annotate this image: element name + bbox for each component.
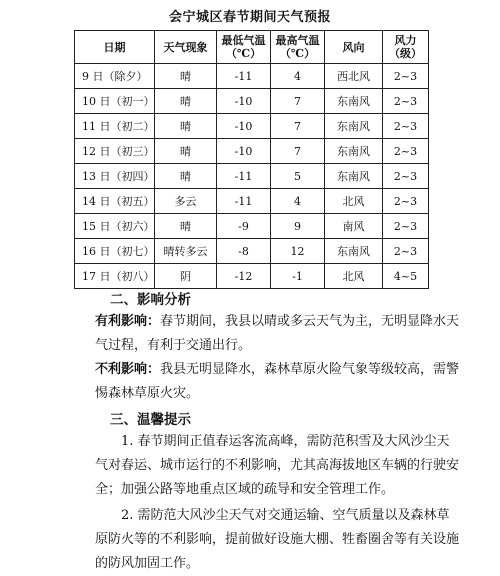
cell-high-temp: 9 bbox=[271, 214, 325, 239]
cell-low-temp: -12 bbox=[217, 264, 271, 289]
cell-weather: 晴 bbox=[155, 164, 217, 189]
table-row bbox=[75, 189, 429, 214]
cell-high-temp: 4 bbox=[271, 64, 325, 89]
positive-impact-paragraph bbox=[95, 310, 460, 358]
cell-date: 11 日（初二） bbox=[75, 114, 155, 139]
cell-wind-force: 2~3 bbox=[383, 214, 429, 239]
table-row bbox=[75, 214, 429, 239]
cell-weather: 晴 bbox=[155, 89, 217, 114]
cell-wind-force: 2~3 bbox=[383, 164, 429, 189]
positive-impact-lead: 有利影响： bbox=[95, 314, 161, 329]
cell-high-temp: 5 bbox=[271, 164, 325, 189]
cell-wind-direction: 南风 bbox=[325, 214, 383, 239]
header-date: 日期 bbox=[75, 31, 155, 64]
table-row bbox=[75, 264, 429, 289]
cell-wind-direction: 东南风 bbox=[325, 114, 383, 139]
positive-impact-text: 春节期间，我县以晴或多云天气为主，无明显降水天气过程，有利于交通出行。 bbox=[95, 314, 460, 353]
cell-wind-force: 2~3 bbox=[383, 64, 429, 89]
cell-date: 16 日（初七） bbox=[75, 239, 155, 264]
cell-date: 17 日（初八） bbox=[75, 264, 155, 289]
cell-wind-direction: 东南风 bbox=[325, 164, 383, 189]
tip-1-paragraph: 1. 春节期间正值春运客流高峰，需防范积雪及大风沙尘天气对春运、城市运行的不利影响，尤其高海拔地区车辆的行驶安全；加强公路等地重点区域的疏导和安全管理工作。 bbox=[95, 434, 460, 497]
table-row bbox=[75, 114, 429, 139]
cell-wind-direction: 北风 bbox=[325, 264, 383, 289]
cell-wind-force: 2~3 bbox=[383, 189, 429, 214]
cell-wind-force: 2~3 bbox=[383, 114, 429, 139]
header-weather: 天气现象 bbox=[155, 31, 217, 64]
cell-high-temp: 7 bbox=[271, 139, 325, 164]
forecast-table bbox=[74, 30, 429, 289]
cell-low-temp: -11 bbox=[217, 189, 271, 214]
cell-date: 12 日（初三） bbox=[75, 139, 155, 164]
cell-high-temp: 7 bbox=[271, 89, 325, 114]
negative-impact-paragraph bbox=[95, 358, 460, 406]
cell-wind-direction: 东南风 bbox=[325, 89, 383, 114]
table-row bbox=[75, 89, 429, 114]
cell-weather: 多云 bbox=[155, 189, 217, 214]
cell-high-temp: 7 bbox=[271, 114, 325, 139]
negative-impact-text: 我县无明显降水，森林草原火险气象等级较高，需警惕森林草原火灾。 bbox=[95, 362, 460, 401]
cell-weather: 晴转多云 bbox=[155, 239, 217, 264]
cell-low-temp: -10 bbox=[217, 89, 271, 114]
cell-date: 14 日（初五） bbox=[75, 189, 155, 214]
cell-wind-force: 4~5 bbox=[383, 264, 429, 289]
table-row bbox=[75, 64, 429, 89]
cell-wind-force: 2~3 bbox=[383, 239, 429, 264]
cell-wind-force: 2~3 bbox=[383, 139, 429, 164]
cell-wind-direction: 东南风 bbox=[325, 139, 383, 164]
cell-low-temp: -10 bbox=[217, 114, 271, 139]
header-high-temp: 最高气温（℃） bbox=[271, 31, 325, 64]
table-row bbox=[75, 139, 429, 164]
cell-low-temp: -8 bbox=[217, 239, 271, 264]
cell-weather: 阴 bbox=[155, 264, 217, 289]
cell-weather: 晴 bbox=[155, 214, 217, 239]
cell-low-temp: -11 bbox=[217, 64, 271, 89]
section-heading-impact: 二、影响分析 bbox=[110, 292, 191, 308]
header-wind-direction: 风向 bbox=[325, 31, 383, 64]
cell-low-temp: -9 bbox=[217, 214, 271, 239]
table-row bbox=[75, 239, 429, 264]
cell-weather: 晴 bbox=[155, 114, 217, 139]
document-title: 会宁城区春节期间天气预报 bbox=[168, 10, 331, 25]
cell-date: 10 日（初一） bbox=[75, 89, 155, 114]
cell-date: 9 日（除夕） bbox=[75, 64, 155, 89]
cell-high-temp: 4 bbox=[271, 189, 325, 214]
cell-high-temp: -1 bbox=[271, 264, 325, 289]
cell-date: 13 日（初四） bbox=[75, 164, 155, 189]
cell-wind-direction: 西北风 bbox=[325, 64, 383, 89]
cell-date: 15 日（初六） bbox=[75, 214, 155, 239]
cell-wind-direction: 北风 bbox=[325, 189, 383, 214]
table-row bbox=[75, 164, 429, 189]
cell-weather: 晴 bbox=[155, 139, 217, 164]
header-wind-force: 风力（级） bbox=[383, 31, 429, 64]
cell-wind-force: 2~3 bbox=[383, 89, 429, 114]
cell-weather: 晴 bbox=[155, 64, 217, 89]
section-heading-tips: 三、温馨提示 bbox=[110, 412, 191, 428]
tip-2-paragraph: 2. 需防范大风沙尘天气对交通运输、空气质量以及森林草原防火等的不利影响，提前做好设施大棚、牲畜圈舍等有关设施的防风加固工作。 bbox=[95, 508, 460, 571]
header-low-temp: 最低气温（℃） bbox=[217, 31, 271, 64]
negative-impact-lead: 不利影响： bbox=[95, 362, 161, 377]
cell-low-temp: -11 bbox=[217, 164, 271, 189]
cell-wind-direction: 东南风 bbox=[325, 239, 383, 264]
table-header-row bbox=[75, 31, 429, 64]
cell-low-temp: -10 bbox=[217, 139, 271, 164]
cell-high-temp: 12 bbox=[271, 239, 325, 264]
